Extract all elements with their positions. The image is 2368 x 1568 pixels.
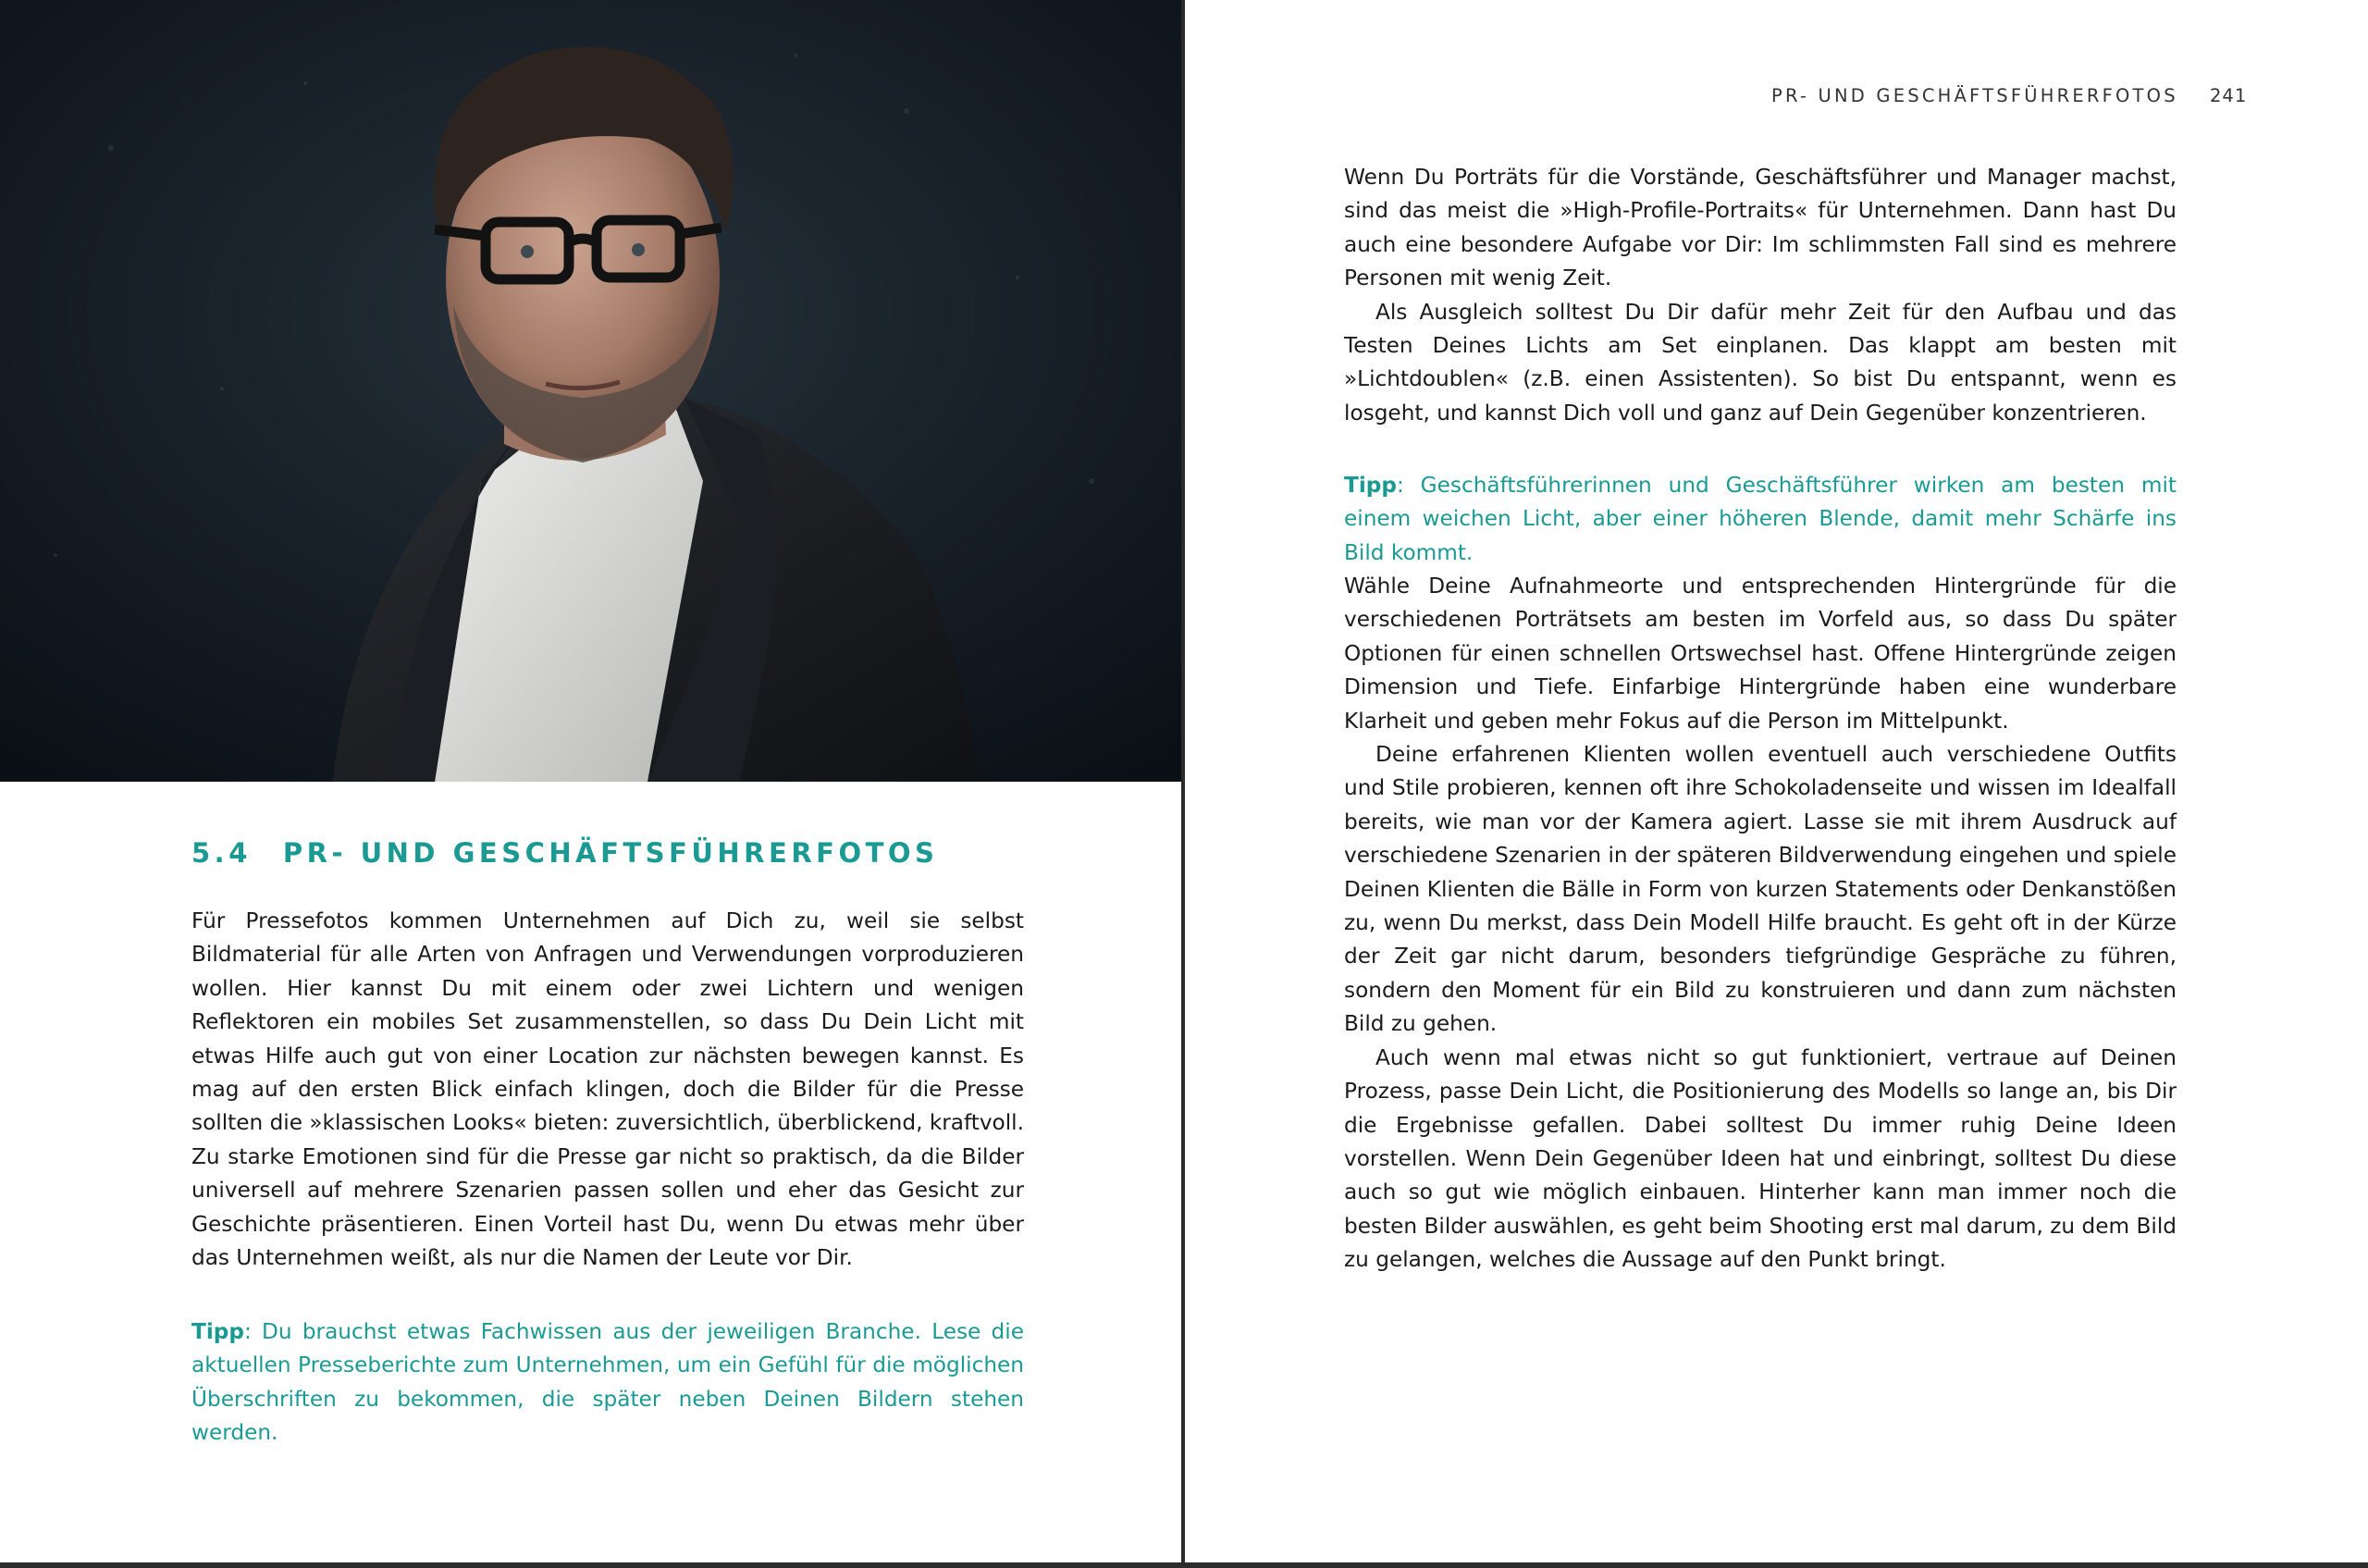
page-number: 241 xyxy=(2210,85,2248,106)
right-paragraph-5: Auch wenn mal etwas nicht so gut funktioniert, vertraue auf Deinen Prozess, passe Dein Licht, die Positionierung des Modells so lange an, bis Dir die Ergebnisse gefallen. Dabei solltest Du immer ruhig Deine Ideen vorstellen. Wenn Dein Gegenüber Ideen hat und einbringt, solltest Du diese auch so gut wie möglich einbauen. Hinterher kann man immer noch die besten Bilder auswählen, es geht beim Shooting erst mal darum, zu dem Bild zu gelangen, welches die Aussage auf den Punkt bringt. xyxy=(1344,1044,2177,1273)
tip-label: Tipp xyxy=(191,1319,244,1344)
right-paragraph-1: Wenn Du Porträts für die Vorstände, Geschäftsführer und Manager machst, sind das meist die »High-Profile-Portraits« für Unternehmen. Dann hast Du auch eine besondere Aufgabe vor Dir: Im schlimmsten Fall sind es mehrere Personen mit wenig Zeit. xyxy=(1344,165,2177,291)
left-paragraph: Für Pressefotos kommen Unternehmen auf Dich zu, weil sie selbst Bildmaterial für alle Arten von Anfragen und Verwendungen vorproduzieren wollen. Hier kannst Du mit einem oder zwei Lichtern und wenigen Reflektoren ein mobiles Set zusammenstellen, so dass Du Dein Licht mit etwas Hilfe auch gut von einer Location zur nächsten bewegen kannst. Es mag auf den ersten Blick einfach klingen, doch die Bilder für die Presse sollten die »klassischen Looks« bieten: zuversichtlich, überblickend, kraftvoll. Zu starke Emotionen sind für die Presse gar nicht so praktisch, da die Bilder universell auf mehrere Szenarien passen sollen und eher das Gesicht zur Geschichte präsentieren. Einen Vorteil hast Du, wenn Du etwas mehr über das Unternehmen weißt, als nur die Namen der Leute vor Dir. xyxy=(191,908,1024,1271)
running-head: PR- UND GESCHÄFTSFÜHRERFOTOS xyxy=(1771,85,2178,106)
section-heading xyxy=(191,837,1024,869)
left-page xyxy=(0,0,1182,1568)
tip-label: Tipp xyxy=(1344,473,1397,498)
right-tip xyxy=(1344,469,2177,570)
right-body-text-2 xyxy=(1344,570,2177,1278)
right-paragraph-3: Wähle Deine Aufnahmeorte und entsprechenden Hintergründe für die verschiedenen Porträtsets am besten im Vorfeld aus, so dass Du später Optionen für einen schnellen Ortswechsel hast. Offene Hintergründe zeigen Dimension und Tiefe. Einfarbige Hintergründe haben eine wunderbare Klarheit und geben mehr Fokus auf die Person im Mittelpunkt. xyxy=(1344,574,2177,734)
left-tip xyxy=(191,1315,1024,1451)
section-number: 5.4 xyxy=(191,837,252,869)
bottom-border xyxy=(0,1562,2368,1568)
section-title: PR- UND GESCHÄFTSFÜHRERFOTOS xyxy=(282,837,939,869)
gutter-divider xyxy=(1181,0,1185,1568)
right-body-text-1 xyxy=(1344,161,2177,430)
right-paragraph-2: Als Ausgleich solltest Du Dir dafür mehr Zeit für den Aufbau und das Testen Deines Lichts am Set einplanen. Das klappt am besten mit »Lichtdoublen« (z.B. einen Assistenten). So bist Du entspannt, wenn es losgeht, und kannst Dich voll und ganz auf Dein Gegenüber konzentrieren. xyxy=(1344,299,2177,426)
left-body-text xyxy=(191,905,1024,1275)
portrait-photo xyxy=(0,0,1182,782)
tip-text: : Geschäftsführerinnen und Geschäftsführer wirken am besten mit einem weichen Licht, aber einer höheren Blende, damit mehr Schärfe ins Bild kommt. xyxy=(1344,473,2177,565)
right-paragraph-4: Deine erfahrenen Klienten wollen eventuell auch verschiedene Outfits und Stile probieren, kennen oft ihre Schokoladenseite und wissen im Idealfall bereits, wie man vor der Kamera agiert. Lasse sie mit ihrem Ausdruck auf verschiedene Szenarien in der späteren Bildverwendung eingehen und spiele Deinen Klienten die Bälle in Form von kurzen Statements oder Denkanstößen zu, wenn Du merkst, dass Dein Modell Hilfe braucht. Es geht oft in der Kürze der Zeit gar nicht darum, besonders tiefgründige Gespräche zu führen, sondern den Moment für ein Bild zu konstruieren und dann zum nächsten Bild zu gehen. xyxy=(1344,742,2177,1037)
tip-text: : Du brauchst etwas Fachwissen aus der jeweiligen Branche. Lese die aktuellen Presseberichte zum Unternehmen, um ein Gefühl für die möglichen Überschriften zu bekommen, die später neben Deinen Bildern stehen werden. xyxy=(191,1319,1024,1446)
